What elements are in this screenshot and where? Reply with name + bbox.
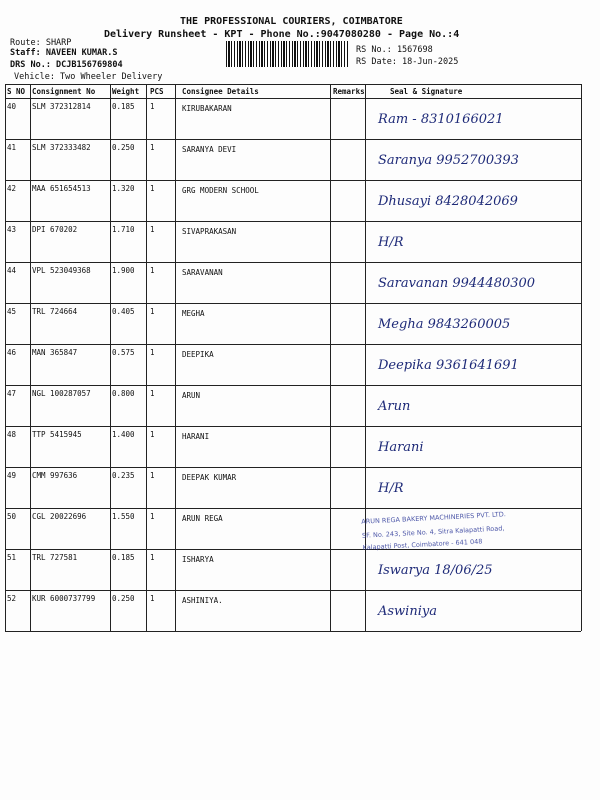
- table-rule: [5, 98, 581, 99]
- pieces: 1: [150, 594, 155, 603]
- handwritten-signature: Arun: [378, 399, 411, 414]
- handwritten-signature: H/R: [378, 481, 404, 496]
- consignment-number: VPL 523049368: [32, 266, 91, 275]
- serial-number: 43: [7, 225, 17, 234]
- handwritten-signature: Saravanan 9944480300: [378, 276, 536, 291]
- serial-number: 47: [7, 389, 17, 398]
- stamp-line-3: Kalapatti Post, Coimbatore - 641 048: [362, 537, 483, 552]
- column-header: S NO: [7, 87, 26, 96]
- pieces: 1: [150, 430, 155, 439]
- weight: 0.800: [112, 389, 135, 398]
- pieces: 1: [150, 102, 155, 111]
- column-header: Consignee Details: [182, 87, 259, 96]
- weight: 1.550: [112, 512, 135, 521]
- consignee-name: DEEPIKA: [182, 350, 214, 359]
- serial-number: 52: [7, 594, 17, 603]
- pieces: 1: [150, 348, 155, 357]
- barcode-image: [226, 41, 348, 67]
- pieces: 1: [150, 225, 155, 234]
- stamp-line-1: ARUN REGA BAKERY MACHINERIES PVT. LTD.: [361, 510, 507, 526]
- drs-label: DRS No.: DCJB156769804: [10, 60, 123, 70]
- table-column-rule: [110, 84, 111, 631]
- rs-date: RS Date: 18-Jun-2025: [356, 57, 459, 67]
- pieces: 1: [150, 143, 155, 152]
- table-rule: [5, 303, 581, 304]
- table-rule: [5, 426, 581, 427]
- serial-number: 50: [7, 512, 17, 521]
- consignee-name: HARANI: [182, 432, 210, 441]
- serial-number: 45: [7, 307, 17, 316]
- handwritten-signature: Deepika 9361641691: [378, 358, 519, 373]
- consignment-number: MAN 365847: [32, 348, 78, 357]
- serial-number: 41: [7, 143, 17, 152]
- route-label: Route: SHARP: [10, 38, 72, 48]
- handwritten-signature: Saranya 9952700393: [378, 153, 519, 168]
- consignment-number: KUR 6000737799: [32, 594, 96, 603]
- column-header: PCS: [150, 87, 164, 96]
- table-column-rule: [5, 84, 6, 631]
- consignee-name: DEEPAK KUMAR: [182, 473, 237, 482]
- consignee-name: GRG MODERN SCHOOL: [182, 186, 259, 195]
- table-rule: [5, 221, 581, 222]
- handwritten-signature: Megha 9843260005: [378, 317, 511, 332]
- table-rule: [5, 262, 581, 263]
- table-column-rule: [330, 84, 331, 631]
- serial-number: 48: [7, 430, 17, 439]
- weight: 1.900: [112, 266, 135, 275]
- consignment-number: NGL 100287057: [32, 389, 91, 398]
- serial-number: 49: [7, 471, 17, 480]
- pieces: 1: [150, 184, 155, 193]
- table-column-rule: [146, 84, 147, 631]
- consignee-name: SIVAPRAKASAN: [182, 227, 237, 236]
- runsheet-title: Delivery Runsheet - KPT - Phone No.:9047080280 - Page No.:4: [104, 29, 460, 40]
- table-rule: [5, 139, 581, 140]
- serial-number: 51: [7, 553, 17, 562]
- serial-number: 46: [7, 348, 17, 357]
- handwritten-signature: Iswarya 18/06/25: [378, 563, 493, 578]
- weight: 0.185: [112, 553, 135, 562]
- pieces: 1: [150, 512, 155, 521]
- table-rule: [5, 508, 581, 509]
- table-rule: [5, 467, 581, 468]
- consignment-number: CMM 997636: [32, 471, 78, 480]
- column-header: Seal & Signature: [390, 87, 463, 96]
- weight: 0.575: [112, 348, 135, 357]
- weight: 1.710: [112, 225, 135, 234]
- consignment-number: SLM 372312814: [32, 102, 91, 111]
- table-column-rule: [175, 84, 176, 631]
- pieces: 1: [150, 307, 155, 316]
- pieces: 1: [150, 553, 155, 562]
- weight: 0.185: [112, 102, 135, 111]
- consignment-number: TRL 724664: [32, 307, 78, 316]
- rs-number: RS No.: 1567698: [356, 45, 433, 55]
- pieces: 1: [150, 389, 155, 398]
- handwritten-signature: Ram - 8310166021: [378, 112, 504, 127]
- weight: 1.400: [112, 430, 135, 439]
- stamp-line-2: SF. No. 243, Site No. 4, Sitra Kalapatti Road,: [361, 524, 505, 540]
- serial-number: 42: [7, 184, 17, 193]
- consignment-number: SLM 372333482: [32, 143, 91, 152]
- table-rule: [5, 385, 581, 386]
- company-title: THE PROFESSIONAL COURIERS, COIMBATORE: [180, 16, 403, 27]
- table-column-rule: [30, 84, 31, 631]
- consignment-number: MAA 651654513: [32, 184, 91, 193]
- consignee-name: ASHINIYA.: [182, 596, 223, 605]
- table-rule: [5, 180, 581, 181]
- weight: 0.235: [112, 471, 135, 480]
- weight: 1.320: [112, 184, 135, 193]
- staff-label: Staff: NAVEEN KUMAR.S: [10, 48, 118, 58]
- column-header: Weight: [112, 87, 140, 96]
- vehicle-label: Vehicle: Two Wheeler Delivery: [14, 72, 163, 82]
- consignee-name: MEGHA: [182, 309, 205, 318]
- table-rule: [5, 590, 581, 591]
- handwritten-signature: H/R: [378, 235, 404, 250]
- consignee-name: SARAVANAN: [182, 268, 223, 277]
- company-stamp: [361, 506, 583, 557]
- consignee-name: SARANYA DEVI: [182, 145, 237, 154]
- consignee-name: ARUN: [182, 391, 201, 400]
- consignment-number: TTP 5415945: [32, 430, 82, 439]
- consignee-name: ARUN REGA: [182, 514, 223, 523]
- weight: 0.250: [112, 594, 135, 603]
- consignee-name: ISHARYA: [182, 555, 214, 564]
- weight: 0.250: [112, 143, 135, 152]
- column-header: Consignment No: [32, 87, 96, 96]
- handwritten-signature: Aswiniya: [378, 604, 437, 619]
- consignment-number: TRL 727581: [32, 553, 78, 562]
- table-rule: [5, 84, 581, 85]
- serial-number: 40: [7, 102, 17, 111]
- table-rule: [5, 631, 581, 632]
- pieces: 1: [150, 266, 155, 275]
- pieces: 1: [150, 471, 155, 480]
- table-rule: [5, 344, 581, 345]
- handwritten-signature: Dhusayi 8428042069: [378, 194, 518, 209]
- consignee-name: KIRUBAKARAN: [182, 104, 232, 113]
- weight: 0.405: [112, 307, 135, 316]
- serial-number: 44: [7, 266, 17, 275]
- consignment-number: DPI 670202: [32, 225, 78, 234]
- column-header: Remarks: [333, 87, 365, 96]
- consignment-number: CGL 20022696: [32, 512, 87, 521]
- table-column-rule: [581, 84, 582, 631]
- handwritten-signature: Harani: [378, 440, 424, 455]
